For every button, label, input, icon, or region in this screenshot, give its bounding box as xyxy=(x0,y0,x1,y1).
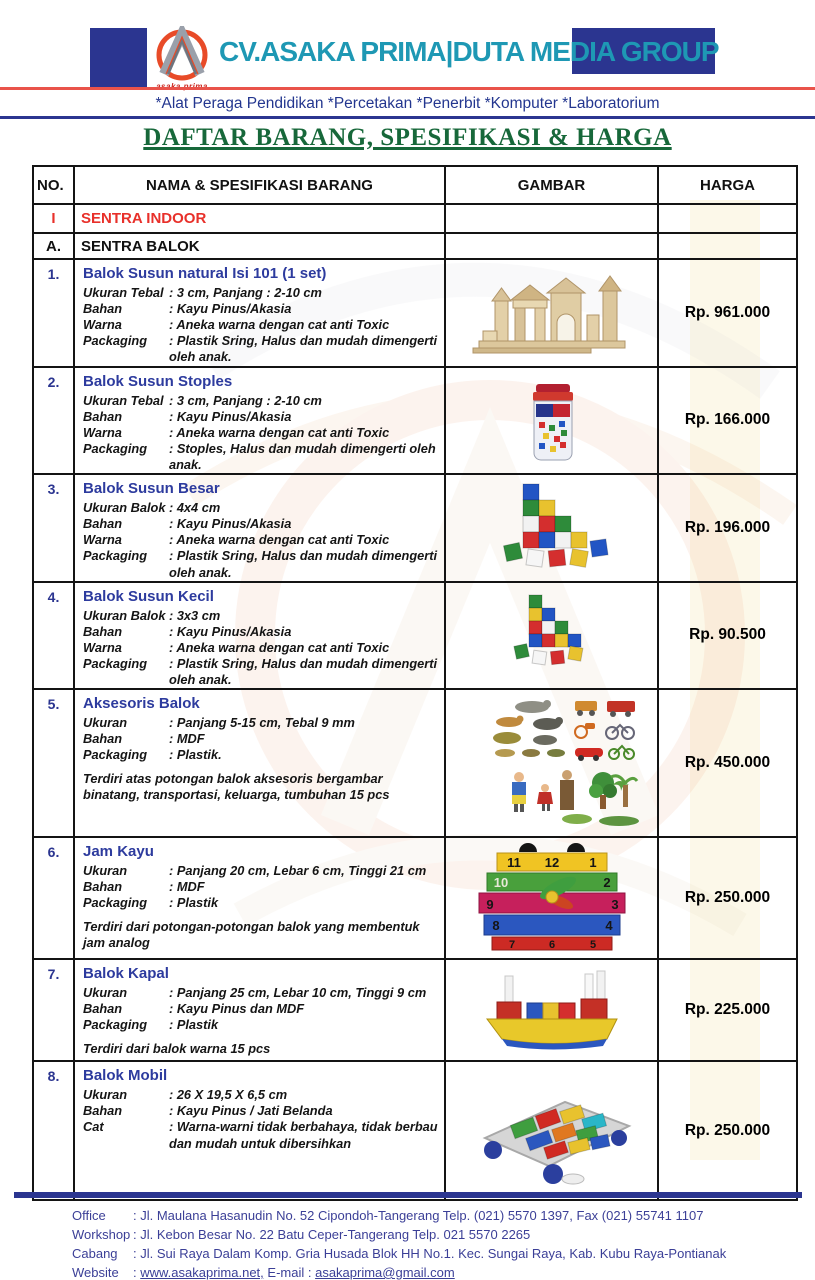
item-specs xyxy=(83,985,440,1033)
spec-line xyxy=(83,532,440,548)
item-number: 8. xyxy=(47,1068,60,1085)
spec-label: Ukuran Tebal xyxy=(83,285,164,300)
footer-divider-bar xyxy=(14,1192,802,1198)
footer-value: : Jl. Sui Raya Dalam Komp. Gria Husada Blok HH No.1. Kec. Sungai Raya, Kab. Kubu Raya-Pontianak xyxy=(133,1246,727,1261)
footer-office-line xyxy=(72,1206,772,1225)
item-number-cell xyxy=(33,259,74,367)
spec-label: Packaging xyxy=(83,548,148,564)
product-photo-color-cubes-small xyxy=(457,585,647,680)
item-number: 4. xyxy=(47,588,60,605)
spec-value: : Kayu Pinus dan MDF xyxy=(169,1001,305,1017)
footer-value: : Jl. Kebon Besar No. 22 Batu Ceper-Tangerang Telp. 021 5570 2265 xyxy=(133,1227,531,1242)
item-number-cell xyxy=(33,837,74,959)
item-price-cell xyxy=(658,837,797,959)
item-number: 1. xyxy=(47,266,60,282)
item-image-cell xyxy=(445,959,658,1061)
spec-line xyxy=(83,500,440,516)
col-header-gambar: GAMBAR xyxy=(445,166,658,204)
company-name: CV.ASAKA PRIMA|DUTA MEDIA GROUP xyxy=(219,36,719,67)
spec-line xyxy=(83,425,440,441)
footer-cabang-line xyxy=(72,1244,772,1263)
product-photo-wooden-block-castle xyxy=(457,263,647,358)
item-name: Balok Susun Stoples xyxy=(83,372,233,390)
spec-label: Warna xyxy=(83,317,122,333)
col-header-harga: HARGA xyxy=(658,166,797,204)
item-specs xyxy=(83,863,440,911)
spec-line xyxy=(83,285,440,301)
spec-label: Packaging xyxy=(83,1017,148,1033)
item-spec-cell xyxy=(74,689,445,837)
svg-text:7: 7 xyxy=(508,938,515,951)
col-header-name: NAMA & SPESIFIKASI BARANG xyxy=(74,166,445,204)
spec-value: : Stoples, Halus dan mudah dimengerti oleh anak. xyxy=(169,440,436,472)
spec-line xyxy=(83,409,440,425)
spec-value: : Plastik Sring, Halus dan mudah dimengerti oleh anak. xyxy=(169,655,438,688)
spec-line xyxy=(83,879,440,895)
section-number: I xyxy=(33,204,74,233)
spec-value: : Plastik Sring, Halus dan mudah dimengerti oleh anak. xyxy=(169,333,438,365)
product-photo-wooden-boat xyxy=(457,962,647,1054)
spec-value: : 26 X 19,5 X 6,5 cm xyxy=(169,1087,288,1103)
spec-value: : Plastik xyxy=(169,895,219,911)
item-number-cell xyxy=(33,1061,74,1200)
price-table xyxy=(32,165,798,1201)
email-link[interactable]: asakaprima@gmail.com xyxy=(315,1265,455,1280)
section-empty-gambar xyxy=(445,204,658,233)
item-specs xyxy=(83,285,440,366)
item-name: Balok Susun natural Isi 101 (1 set) xyxy=(83,265,327,282)
spec-line xyxy=(83,608,440,624)
item-price-cell xyxy=(658,259,797,367)
spec-value: : Aneka warna dengan cat anti Toxic xyxy=(169,317,390,333)
item-price: Rp. 961.000 xyxy=(684,303,771,321)
section-row xyxy=(33,204,797,233)
item-image-cell xyxy=(445,259,658,367)
spec-value: : 3 cm, Panjang : 2-10 cm xyxy=(169,392,322,408)
header-left-block xyxy=(90,28,147,90)
item-price-cell xyxy=(658,474,797,582)
item-name: Balok Mobil xyxy=(83,1067,168,1085)
table-row xyxy=(33,367,797,475)
spec-line xyxy=(83,895,440,911)
item-specs xyxy=(83,1087,440,1151)
spec-line xyxy=(83,333,440,365)
spec-label: Bahan xyxy=(83,1001,123,1017)
spec-label: Packaging xyxy=(83,333,148,349)
footer-label: Office xyxy=(72,1208,106,1223)
spec-label: Bahan xyxy=(83,301,123,317)
svg-text:9: 9 xyxy=(485,896,494,912)
spec-value: : Aneka warna dengan cat anti Toxic xyxy=(169,639,390,655)
spec-value: : MDF xyxy=(169,879,205,895)
item-image-cell xyxy=(445,837,658,959)
table-header-row xyxy=(33,166,797,204)
spec-label: Ukuran xyxy=(83,1087,128,1103)
svg-text:6: 6 xyxy=(548,938,555,951)
spec-line xyxy=(83,301,440,317)
section-row xyxy=(33,233,797,259)
section-empty-harga xyxy=(658,233,797,259)
svg-text:10: 10 xyxy=(493,874,508,890)
spec-line xyxy=(83,1001,440,1017)
spec-value: : Plastik xyxy=(169,1017,219,1033)
spec-label: Ukuran Balok xyxy=(83,500,166,516)
page-title: DAFTAR BARANG, SPESIFIKASI & HARGA xyxy=(143,124,672,151)
spec-line xyxy=(83,1119,440,1151)
item-price-cell xyxy=(658,1061,797,1200)
item-price-cell xyxy=(658,582,797,690)
spec-value: : Kayu Pinus/Akasia xyxy=(169,301,292,317)
company-tagline: *Alat Peraga Pendidikan *Percetakan *Penerbit *Komputer *Laboratorium xyxy=(155,95,660,112)
spec-label: Warna xyxy=(83,424,122,440)
item-number: 6. xyxy=(47,844,60,861)
item-price: Rp. 450.000 xyxy=(684,754,771,772)
item-spec-cell xyxy=(74,582,445,690)
spec-value: : Warna-warni tidak berbahaya, tidak berbau dan mudah untuk dibersihkan xyxy=(169,1119,438,1151)
item-number: 7. xyxy=(47,966,60,983)
spec-label: Warna xyxy=(83,532,122,548)
item-image-cell xyxy=(445,582,658,690)
spec-label: Cat xyxy=(83,1119,104,1135)
svg-text:12: 12 xyxy=(544,854,559,870)
item-name: Balok Kapal xyxy=(83,965,169,983)
item-spec-cell xyxy=(74,1061,445,1200)
table-row xyxy=(33,259,797,367)
item-price: Rp. 166.000 xyxy=(684,411,771,429)
col-header-no: NO. xyxy=(33,166,74,204)
item-number-cell xyxy=(33,582,74,690)
footer-label: Workshop xyxy=(72,1227,131,1242)
spec-line xyxy=(83,393,440,409)
product-photo-wooden-clock xyxy=(457,840,647,952)
footer-value: : www.asakaprima.net, E-mail : asakaprima@gmail.com xyxy=(133,1265,455,1280)
spec-value: : Aneka warna dengan cat anti Toxic xyxy=(169,424,390,440)
item-number: 2. xyxy=(47,373,60,390)
item-price: Rp. 225.000 xyxy=(684,1001,771,1019)
spec-label: Ukuran xyxy=(83,715,128,731)
spec-line xyxy=(83,656,440,688)
section-number: A. xyxy=(33,233,74,259)
spec-value: : 3 cm, Panjang : 2-10 cm xyxy=(169,285,322,300)
divider-blue xyxy=(0,116,815,119)
table-row xyxy=(33,1061,797,1200)
table-row xyxy=(33,837,797,959)
product-photo-color-cubes-large xyxy=(457,478,647,573)
footer-label: Cabang xyxy=(72,1246,118,1261)
spec-value: : Panjang 25 cm, Lebar 10 cm, Tinggi 9 cm xyxy=(169,985,427,1001)
spec-line xyxy=(83,731,440,747)
spec-line xyxy=(83,640,440,656)
item-price: Rp. 250.000 xyxy=(684,889,771,907)
item-image-cell xyxy=(445,1061,658,1200)
item-specs xyxy=(83,715,440,763)
spec-label: Bahan xyxy=(83,879,123,895)
spec-value: : Kayu Pinus/Akasia xyxy=(169,623,292,639)
spec-label: Bahan xyxy=(83,731,123,747)
spec-line xyxy=(83,1087,440,1103)
spec-line xyxy=(83,715,440,731)
spec-value: : Kayu Pinus/Akasia xyxy=(169,408,292,424)
spec-value: : Kayu Pinus / Jati Belanda xyxy=(169,1103,333,1119)
spec-line xyxy=(83,1103,440,1119)
section-empty-gambar xyxy=(445,233,658,259)
item-price-cell xyxy=(658,959,797,1061)
spec-value: : 4x4 cm xyxy=(169,500,221,516)
spec-label: Bahan xyxy=(83,623,123,639)
item-spec-cell xyxy=(74,259,445,367)
svg-text:2: 2 xyxy=(602,874,611,890)
svg-text:1: 1 xyxy=(588,854,597,870)
spec-value: : 3x3 cm xyxy=(169,607,221,623)
svg-text:3: 3 xyxy=(610,896,619,912)
item-name: Aksesoris Balok xyxy=(83,695,200,713)
spec-label: Ukuran Tebal xyxy=(83,392,164,408)
item-image-cell xyxy=(445,689,658,837)
spec-line xyxy=(83,985,440,1001)
item-price: Rp. 196.000 xyxy=(684,518,771,536)
spec-label: Bahan xyxy=(83,408,123,424)
svg-text:5: 5 xyxy=(589,938,596,951)
item-number-cell xyxy=(33,474,74,582)
table-row xyxy=(33,689,797,837)
section-label: SENTRA INDOOR xyxy=(74,204,445,233)
spec-line xyxy=(83,317,440,333)
item-price: Rp. 90.500 xyxy=(689,626,766,644)
spec-value: : Plastik Sring, Halus dan mudah dimengerti oleh anak. xyxy=(169,548,438,580)
spec-value: : Aneka warna dengan cat anti Toxic xyxy=(169,532,390,548)
spec-line xyxy=(83,516,440,532)
spec-label: Packaging xyxy=(83,895,148,911)
product-photo-jar-of-blocks xyxy=(457,370,647,465)
footer-label: Website xyxy=(72,1265,119,1280)
footer-website-line xyxy=(72,1263,772,1280)
spec-line xyxy=(83,1017,440,1033)
item-name: Balok Susun Besar xyxy=(83,480,220,498)
spec-line xyxy=(83,747,440,763)
item-image-cell xyxy=(445,367,658,475)
item-price-cell xyxy=(658,689,797,837)
spec-line xyxy=(83,624,440,640)
table-row xyxy=(33,474,797,582)
spec-label: Warna xyxy=(83,639,122,655)
item-price: Rp. 250.000 xyxy=(684,1121,771,1139)
section-label: SENTRA BALOK xyxy=(74,233,445,259)
table-row xyxy=(33,582,797,690)
spec-value: : MDF xyxy=(169,731,205,747)
spec-line xyxy=(83,441,440,473)
svg-text:11: 11 xyxy=(506,854,521,870)
company-logo-icon xyxy=(150,26,214,82)
spec-line xyxy=(83,548,440,580)
spec-label: Packaging xyxy=(83,655,148,671)
spec-label: Ukuran Balok xyxy=(83,607,166,623)
item-image-cell xyxy=(445,474,658,582)
item-spec-cell xyxy=(74,959,445,1061)
svg-text:8: 8 xyxy=(491,917,500,933)
section-empty-harga xyxy=(658,204,797,233)
item-specs xyxy=(83,500,440,581)
item-spec-cell xyxy=(74,474,445,582)
item-spec-cell xyxy=(74,837,445,959)
footer xyxy=(72,1206,772,1280)
table-row xyxy=(33,959,797,1061)
item-note: Terdiri dari potongan-potongan balok yang membentuk jam analog xyxy=(83,918,420,950)
product-photo-block-accessories xyxy=(457,691,647,831)
spec-label: Packaging xyxy=(83,747,148,763)
svg-text:4: 4 xyxy=(604,917,613,933)
spec-label: Packaging xyxy=(83,440,148,456)
divider-red xyxy=(0,87,815,90)
item-number-cell xyxy=(33,367,74,475)
item-number: 5. xyxy=(47,696,60,713)
item-note: Terdiri dari balok warna 15 pcs xyxy=(83,1040,271,1056)
item-specs xyxy=(83,393,440,474)
footer-value: : Jl. Maulana Hasanudin No. 52 Cipondoh-Tangerang Telp. (021) 5570 1397, Fax (021) 55741 1107 xyxy=(133,1208,704,1223)
spec-value: : Kayu Pinus/Akasia xyxy=(169,516,292,532)
spec-label: Bahan xyxy=(83,1103,123,1119)
item-number-cell xyxy=(33,689,74,837)
item-specs xyxy=(83,608,440,689)
product-photo-block-cart xyxy=(457,1066,647,1191)
item-spec-cell xyxy=(74,367,445,475)
spec-value: : Panjang 5-15 cm, Tebal 9 mm xyxy=(169,715,355,731)
item-name: Jam Kayu xyxy=(83,843,154,861)
spec-value: : Plastik. xyxy=(169,747,222,763)
item-price-cell xyxy=(658,367,797,475)
item-note: Terdiri atas potongan balok aksesoris bergambar binatang, transportasi, keluarga, tumbuhan 15 pcs xyxy=(83,770,390,802)
spec-label: Bahan xyxy=(83,516,123,532)
spec-value: : Panjang 20 cm, Lebar 6 cm, Tinggi 21 cm xyxy=(169,863,427,879)
spec-line xyxy=(83,863,440,879)
spec-label: Ukuran xyxy=(83,863,128,879)
item-number-cell xyxy=(33,959,74,1061)
website-link[interactable]: www.asakaprima.net, xyxy=(140,1265,264,1280)
item-number: 3. xyxy=(47,481,60,498)
item-name: Balok Susun Kecil xyxy=(83,587,214,605)
spec-label: Ukuran xyxy=(83,985,128,1001)
footer-workshop-line xyxy=(72,1225,772,1244)
